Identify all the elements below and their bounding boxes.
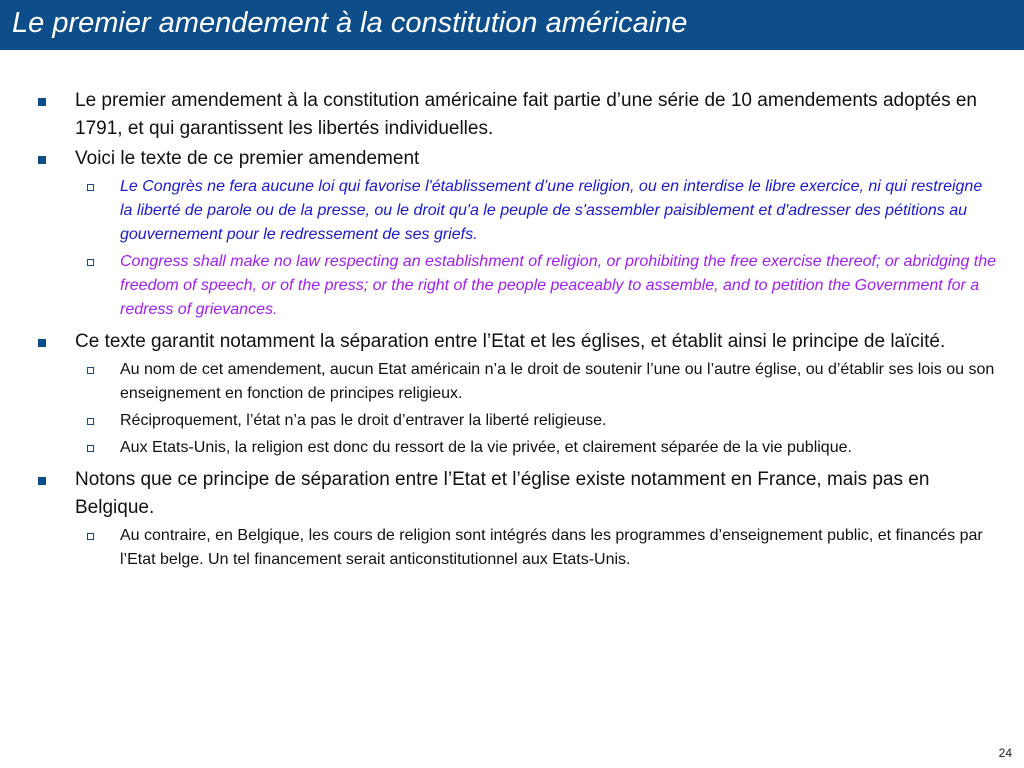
square-bullet-icon xyxy=(38,339,46,347)
english-quote-text: Congress shall make no law respecting an establishment of religion, or prohibiting the free exercise thereof; or abridging the freedom of speech, or of the press; or the right of the people peaceably to assemble, and to petition the Government for a redress of grievances. xyxy=(120,253,997,318)
sub-bullet-item xyxy=(37,358,997,406)
sub-bullet-text: Au contraire, en Belgique, les cours de religion sont intégrés dans les programmes d’enseignement public, et financés par l’Etat belge. Un tel financement serait anticonstitutionnel aux Etats-Unis. xyxy=(120,527,983,568)
sub-bullet-item xyxy=(37,409,997,433)
bullet-item xyxy=(37,466,997,522)
bullet-item xyxy=(37,145,997,173)
page-number: 24 xyxy=(998,746,1012,760)
bullet-text: Ce texte garantit notamment la séparation entre l’Etat et les églises, et établit ainsi le principe de laïcité. xyxy=(75,331,946,352)
bullet-item xyxy=(37,87,997,143)
bullet-text: Voici le texte de ce premier amendement xyxy=(75,148,420,169)
english-quote-item xyxy=(37,250,997,322)
hollow-square-bullet-icon xyxy=(87,418,94,425)
hollow-square-bullet-icon xyxy=(87,445,94,452)
hollow-square-bullet-icon xyxy=(87,259,94,266)
square-bullet-icon xyxy=(38,98,46,106)
sub-bullet-text: Au nom de cet amendement, aucun Etat américain n’a le droit de soutenir l’une ou l’autre église, ou d’établir ses lois ou son enseignement en fonction de principes religieux. xyxy=(120,361,995,402)
french-quote-item xyxy=(37,175,997,247)
sub-bullet-text: Aux Etats-Unis, la religion est donc du ressort de la vie privée, et clairement séparée de la vie publique. xyxy=(120,439,852,456)
title-bar xyxy=(0,0,1024,50)
square-bullet-icon xyxy=(38,156,46,164)
square-bullet-icon xyxy=(38,477,46,485)
sub-bullet-item xyxy=(37,436,997,460)
bullet-text: Notons que ce principe de séparation entre l’Etat et l’église existe notamment en France, mais pas en Belgique. xyxy=(75,469,930,518)
hollow-square-bullet-icon xyxy=(87,367,94,374)
slide-title: Le premier amendement à la constitution américaine xyxy=(12,7,688,39)
slide-content xyxy=(37,87,997,575)
hollow-square-bullet-icon xyxy=(87,533,94,540)
sub-bullet-item xyxy=(37,524,997,572)
bullet-item xyxy=(37,328,997,356)
french-quote-text: Le Congrès ne fera aucune loi qui favorise l'établissement d’une religion, ou en interdise le libre exercice, ni qui restreigne la liberté de parole ou de la presse, ou le droit qu'a le peuple de s'assembler paisiblement et d'adresser des pétitions au gouvernement pour le redressement de ses griefs. xyxy=(120,178,983,243)
sub-bullet-text: Réciproquement, l’état n’a pas le droit d’entraver la liberté religieuse. xyxy=(120,412,607,429)
bullet-text: Le premier amendement à la constitution américaine fait partie d’une série de 10 amendements adoptés en 1791, et qui garantissent les libertés individuelles. xyxy=(75,90,977,139)
hollow-square-bullet-icon xyxy=(87,184,94,191)
